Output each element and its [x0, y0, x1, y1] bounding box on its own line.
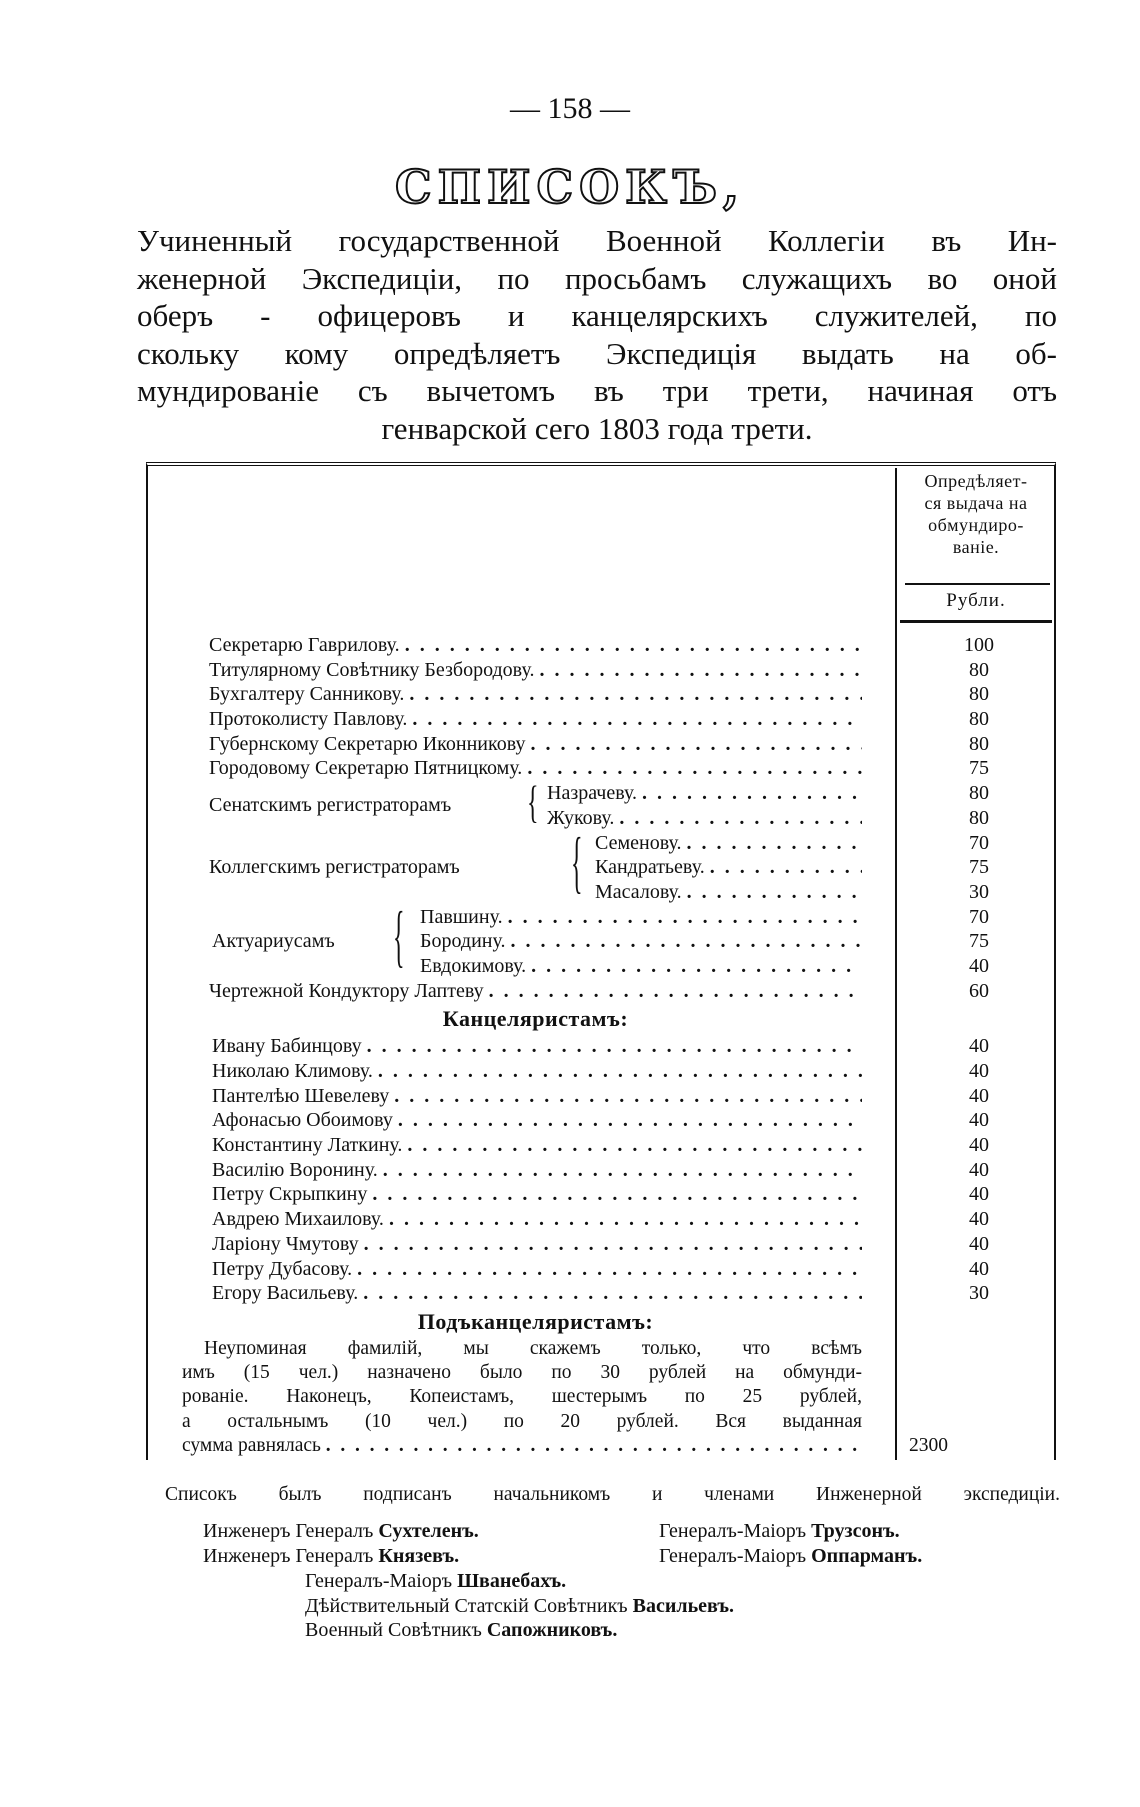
- row-value: 40: [969, 954, 989, 977]
- row-label: [209, 880, 862, 905]
- row-value: 80: [969, 782, 989, 805]
- signed-note: Списокъ былъ подписанъ начальникомъ и членами Инженерной экспедицiи.: [165, 1484, 1060, 1505]
- row-value: 40: [969, 1158, 989, 1181]
- dot-leader: [402, 1133, 862, 1158]
- table-row: [209, 756, 1039, 781]
- row-label: [209, 682, 862, 707]
- row-label: [209, 658, 862, 683]
- header-line: ся выдача на: [924, 493, 1028, 513]
- total-label: сумма равнялась: [182, 1435, 321, 1457]
- row-value: 80: [969, 708, 989, 731]
- table-body: [182, 633, 1039, 1458]
- row-value: 40: [969, 1060, 989, 1082]
- row-label: [209, 831, 862, 856]
- row-value: 80: [969, 806, 989, 829]
- column-header: [897, 470, 1055, 558]
- row-label: [209, 1084, 862, 1109]
- row-name: Ивану Бабинцову: [212, 1035, 362, 1058]
- subclerks-paragraph: [182, 1337, 948, 1458]
- row-name: Петру Скрыпкину: [212, 1183, 368, 1206]
- row-name: Губернскому Секретарю Иконникову: [209, 732, 526, 755]
- dot-leader: [367, 1182, 862, 1207]
- dot-leader: [393, 1108, 862, 1133]
- intro-line: женерной Экспедицiи, по просьбамъ служащихъ во оной: [137, 260, 1057, 296]
- signature: Инженеръ Генералъ Сухтеленъ.: [203, 1520, 479, 1542]
- row-name: Авдрею Михаилову.: [212, 1208, 384, 1231]
- row-label: [209, 732, 862, 757]
- table-row: [209, 1158, 1039, 1183]
- dot-leader: [705, 855, 862, 880]
- table-row: [209, 905, 1039, 930]
- row-name: Жукову.: [547, 806, 615, 829]
- table-row: [209, 633, 1039, 658]
- row-value: 75: [969, 930, 989, 953]
- row-name: Бородину.: [420, 930, 506, 953]
- row-value: 40: [969, 1035, 989, 1058]
- table-row: [209, 732, 1039, 757]
- dot-leader: [373, 1059, 862, 1084]
- table-row: [209, 954, 1039, 979]
- dot-leader: [522, 756, 862, 781]
- document-title: СПИСОКЪ,: [394, 160, 746, 214]
- table-row: [209, 880, 1039, 905]
- dot-leader: [682, 880, 862, 905]
- dot-leader: [362, 1034, 862, 1059]
- row-name: Павшину.: [420, 905, 503, 928]
- dot-leader: [503, 905, 862, 930]
- dot-leader: [358, 1281, 862, 1306]
- row-name: Протоколисту Павлову.: [209, 708, 408, 731]
- row-label: [209, 707, 862, 732]
- row-label: [209, 1034, 862, 1059]
- row-value: 40: [969, 1183, 989, 1206]
- row-label: [209, 1108, 862, 1133]
- unit-label: Рубли.: [946, 590, 1006, 611]
- header-rule: [905, 583, 1050, 585]
- table-row: [209, 1034, 1039, 1059]
- table-row: [209, 831, 1039, 856]
- row-group: [209, 901, 1039, 979]
- row-value: 30: [969, 880, 989, 903]
- row-value: 40: [969, 1208, 989, 1231]
- dot-leader: [389, 1084, 862, 1109]
- row-name: Чертежной Кондуктору Лаптеву: [209, 979, 484, 1002]
- row-name: Константину Латкину.: [212, 1134, 403, 1157]
- row-group: [209, 781, 1039, 830]
- row-label: [209, 905, 862, 930]
- intro-line: генварской сего 1803 года трети.: [381, 410, 813, 446]
- table-row: [209, 1281, 1039, 1306]
- row-value: 80: [969, 732, 989, 755]
- brace-icon: {: [393, 901, 405, 976]
- row-value: 70: [969, 831, 989, 854]
- dot-leader: [404, 682, 862, 707]
- row-label: [209, 1059, 862, 1084]
- section-heading: Канцеляристамъ:: [442, 1006, 629, 1032]
- signature: Военный Совѣтникъ Сапожниковъ.: [305, 1619, 618, 1641]
- row-name: Ларiону Чмутову: [212, 1232, 359, 1255]
- intro-line: скольку кому опредѣляетъ Экспедицiя выдать на об-: [137, 335, 1057, 371]
- dot-leader: [637, 781, 862, 806]
- dot-leader: [321, 1434, 862, 1458]
- intro-paragraph: [137, 222, 1057, 448]
- row-name: Бухгалтеру Санникову.: [209, 683, 405, 706]
- row-label: [209, 1281, 862, 1306]
- row-name: Титулярному Совѣтнику Безбородову.: [209, 658, 535, 681]
- row-value: 30: [969, 1282, 989, 1305]
- row-name: Николаю Климову.: [212, 1060, 373, 1082]
- brace-icon: {: [571, 827, 583, 902]
- dot-leader: [384, 1207, 862, 1232]
- table-row: [209, 1108, 1039, 1133]
- table-row: [209, 682, 1039, 707]
- table-row: [209, 1232, 1039, 1257]
- paragraph-line: рованiе. Наконецъ, Копеистамъ, шестерымъ по 25 рублей,: [182, 1386, 862, 1408]
- total-value: 2300: [909, 1435, 948, 1457]
- row-label: [209, 954, 862, 979]
- row-label: [209, 633, 862, 658]
- dot-leader: [506, 929, 863, 954]
- row-label: [209, 1207, 862, 1232]
- intro-line: мундированiе съ вычетомъ въ три трети, начиная отъ: [137, 373, 1057, 409]
- row-value: 40: [969, 1232, 989, 1255]
- table-row: [209, 1084, 1039, 1109]
- header-line: Опредѣляет-: [924, 471, 1028, 491]
- header-line: обмундиро-: [928, 515, 1024, 535]
- group-label: Сенатскимъ регистраторамъ: [209, 794, 452, 817]
- row-value: 80: [969, 683, 989, 706]
- row-value: 70: [969, 905, 989, 928]
- dot-leader: [534, 658, 862, 683]
- dot-leader: [525, 732, 862, 757]
- row-value: 100: [964, 634, 994, 656]
- row-label: [209, 756, 862, 781]
- row-name: Масалову.: [595, 880, 682, 903]
- row-label: [209, 979, 862, 1004]
- total-row: [182, 1434, 948, 1458]
- signature: Дѣйствительный Статскiй Совѣтникъ Васильевъ.: [305, 1595, 735, 1617]
- header-rule: [900, 620, 1052, 623]
- row-name: Пантелѣю Шевелеву: [212, 1084, 390, 1107]
- paragraph-line: имъ (15 чел.) назначено было по 30 рублей на обмунди-: [182, 1362, 862, 1384]
- row-name: Василiю Воронину.: [212, 1158, 378, 1181]
- table-row: [209, 707, 1039, 732]
- row-value: 40: [969, 1084, 989, 1107]
- row-group: [209, 827, 1039, 905]
- signature: Генералъ-Маiоръ Шванебахъ.: [305, 1570, 567, 1592]
- brace-icon: {: [527, 779, 539, 829]
- table-row: [209, 1133, 1039, 1158]
- table-row: [209, 1207, 1039, 1232]
- signature: Генералъ-Маiоръ Трузсонъ.: [659, 1520, 900, 1542]
- section-heading: Подъканцеляристамъ:: [417, 1308, 654, 1334]
- row-name: Секретарю Гаврилову.: [209, 634, 400, 656]
- dot-leader: [614, 806, 862, 831]
- row-label: [182, 1434, 862, 1458]
- row-name: Назрачеву.: [547, 782, 637, 805]
- page-number: — 158 —: [510, 92, 630, 125]
- row-value: 40: [969, 1109, 989, 1132]
- row-value: 75: [969, 856, 989, 879]
- table-row: [209, 658, 1039, 683]
- signature: Инженеръ Генералъ Князевъ.: [203, 1545, 460, 1567]
- row-name: Семенову.: [595, 831, 682, 854]
- table-row: [209, 979, 1039, 1004]
- row-name: Афонасью Обоимову: [212, 1109, 393, 1132]
- row-name: Петру Дубасову.: [212, 1257, 353, 1280]
- table-row: [209, 1182, 1039, 1207]
- row-value: 40: [969, 1257, 989, 1280]
- paragraph-line: Неупоминая фамилiй, мы скажемъ только, что всѣмъ: [204, 1337, 862, 1359]
- dot-leader: [681, 831, 862, 856]
- intro-line: оберъ - офицеровъ и канцелярскихъ служителей, по: [137, 298, 1057, 334]
- dot-leader: [378, 1158, 862, 1183]
- group-label: Актуариусамъ: [212, 930, 335, 953]
- row-name: Егору Васильеву.: [212, 1282, 359, 1305]
- row-name: Городовому Секретарю Пятницкому.: [209, 757, 523, 780]
- row-label: [209, 1158, 862, 1183]
- row-value: 40: [969, 1134, 989, 1157]
- row-value: 80: [969, 658, 989, 681]
- dot-leader: [400, 633, 862, 658]
- row-name: Евдокимову.: [420, 954, 527, 977]
- row-label: [209, 1232, 862, 1257]
- dot-leader: [407, 707, 862, 732]
- row-name: Кандратьеву.: [595, 856, 705, 879]
- paragraph-line: а остальнымъ (10 чел.) по 20 рублей. Вся выданная: [182, 1410, 862, 1432]
- group-label: Коллегскимъ регистраторамъ: [209, 856, 460, 879]
- row-label: [209, 1257, 862, 1282]
- intro-line: Учиненный государственной Военной Коллегiи въ Ин-: [137, 223, 1057, 258]
- table-row: [209, 1257, 1039, 1282]
- dot-leader: [359, 1232, 862, 1257]
- row-label: [209, 1182, 862, 1207]
- dot-leader: [484, 979, 862, 1004]
- row-value: 75: [969, 757, 989, 780]
- row-value: 60: [969, 979, 989, 1002]
- signature: Генералъ-Маiоръ Оппарманъ.: [659, 1545, 923, 1567]
- row-label: [209, 1133, 862, 1158]
- header-line: ванiе.: [952, 537, 1000, 557]
- table-row: [209, 1059, 1039, 1084]
- dot-leader: [352, 1257, 862, 1282]
- dot-leader: [526, 954, 862, 979]
